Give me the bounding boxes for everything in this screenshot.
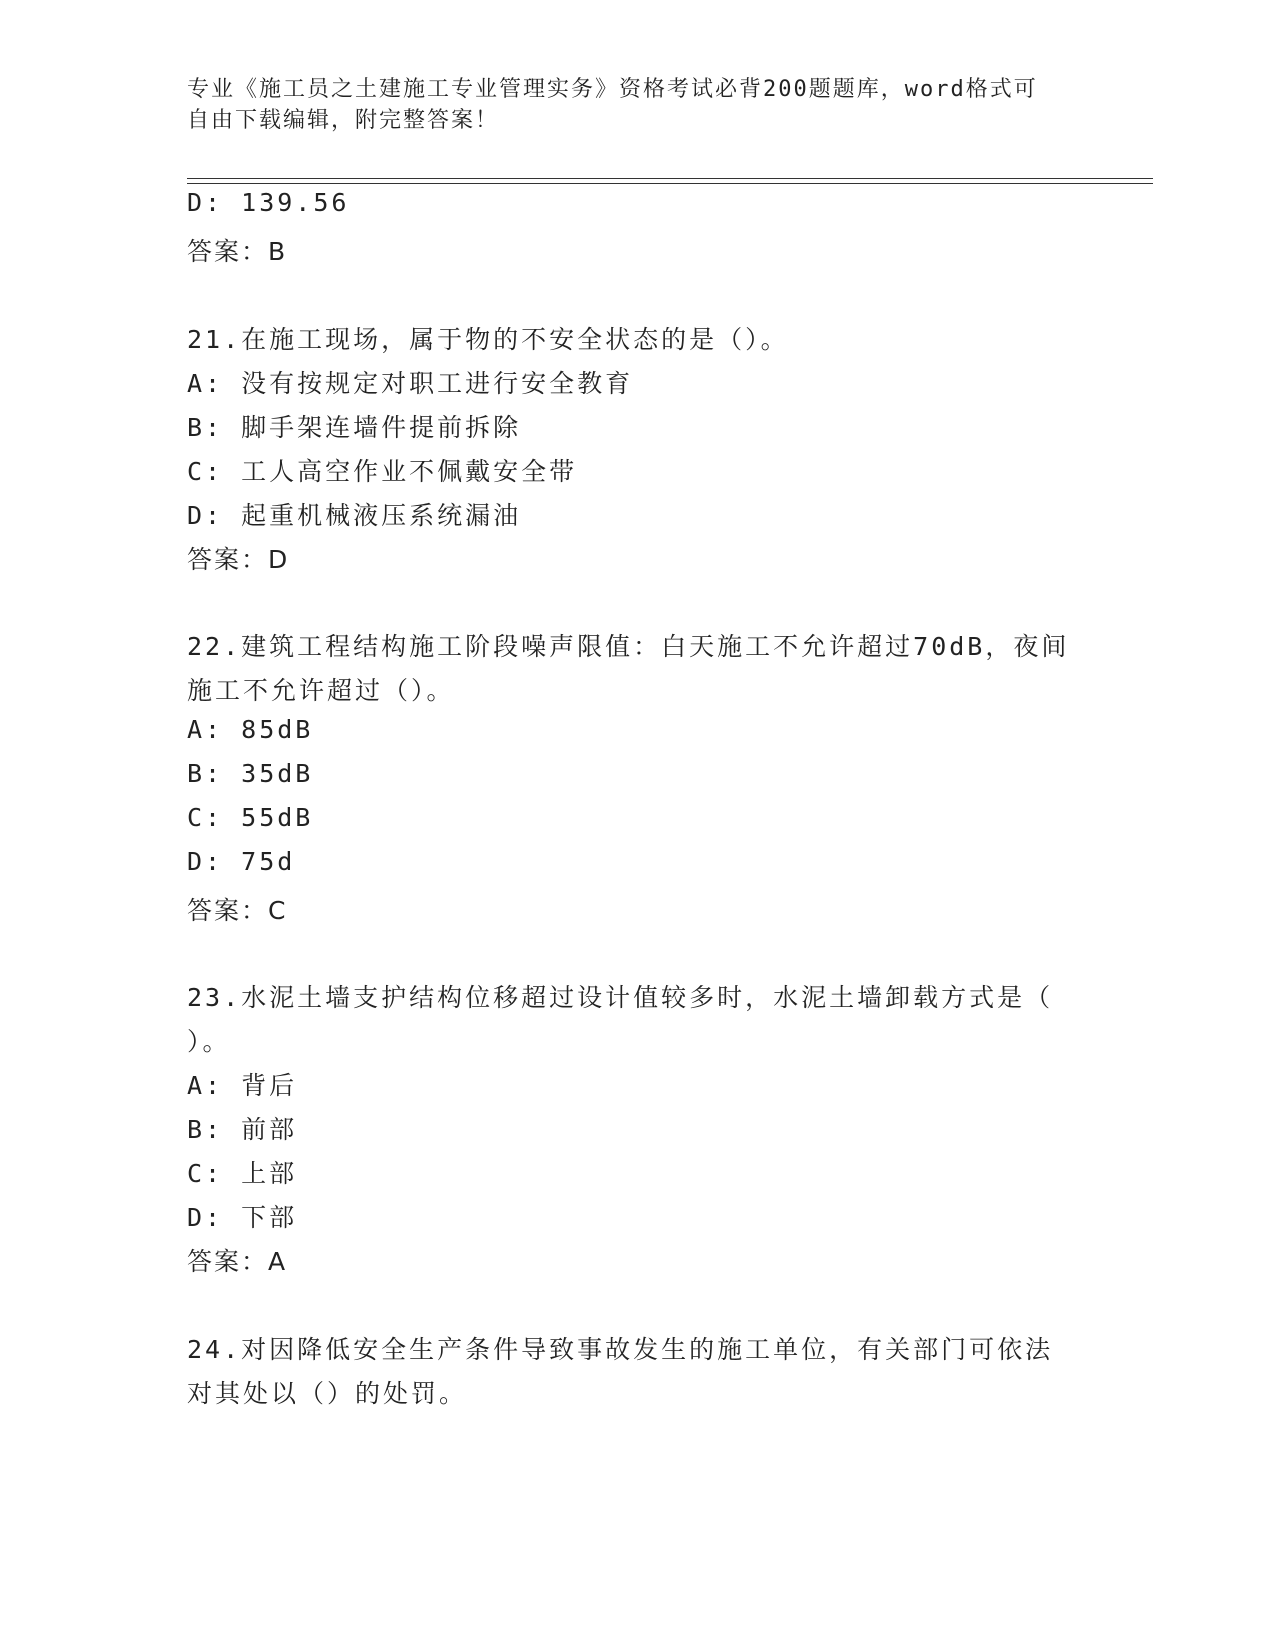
q22-answer: 答案：C <box>187 896 288 925</box>
prev-answer: 答案：B <box>187 237 288 266</box>
header-line-1: 专业《施工员之土建施工专业管理实务》资格考试必背200题题库，word格式可 <box>187 77 1038 102</box>
q24-stem-line-2: 对其处以（）的处罚。 <box>187 1379 468 1408</box>
q21-option-b: B: 脚手架连墙件提前拆除 <box>187 413 522 442</box>
q22-stem-line-2: 施工不允许超过（）。 <box>187 676 455 705</box>
q24-stem-line-1: 24.对因降低安全生产条件导致事故发生的施工单位，有关部门可依法 <box>187 1335 1054 1364</box>
q23-stem-line-2: ）。 <box>187 1027 231 1056</box>
q22-option-b: B: 35dB <box>187 759 314 788</box>
q21-option-c: C: 工人高空作业不佩戴安全带 <box>187 457 578 486</box>
prev-option-d: D: 139.56 <box>187 188 350 217</box>
q23-answer: 答案：A <box>187 1247 288 1276</box>
header-divider-top <box>187 178 1153 179</box>
header-line-2: 自由下载编辑，附完整答案！ <box>187 108 500 133</box>
q22-option-d: D: 75d <box>187 847 296 876</box>
q23-option-a: A: 背后 <box>187 1071 298 1100</box>
q22-option-a: A: 85dB <box>187 715 314 744</box>
q21-answer: 答案：D <box>187 545 290 574</box>
header-divider-bottom <box>187 183 1153 184</box>
q21-stem: 21.在施工现场，属于物的不安全状态的是（）。 <box>187 325 789 354</box>
q23-option-b: B: 前部 <box>187 1115 298 1144</box>
q23-stem-line-1: 23.水泥土墙支护结构位移超过设计值较多时，水泥土墙卸载方式是（ <box>187 983 1054 1012</box>
q21-option-a: A: 没有按规定对职工进行安全教育 <box>187 369 634 398</box>
page-header <box>187 74 1067 136</box>
q23-option-c: C: 上部 <box>187 1159 298 1188</box>
q21-option-d: D: 起重机械液压系统漏油 <box>187 501 522 530</box>
q22-stem-line-1: 22.建筑工程结构施工阶段噪声限值：白天施工不允许超过70dB，夜间 <box>187 632 1070 661</box>
q23-option-d: D: 下部 <box>187 1203 298 1232</box>
q22-option-c: C: 55dB <box>187 803 314 832</box>
